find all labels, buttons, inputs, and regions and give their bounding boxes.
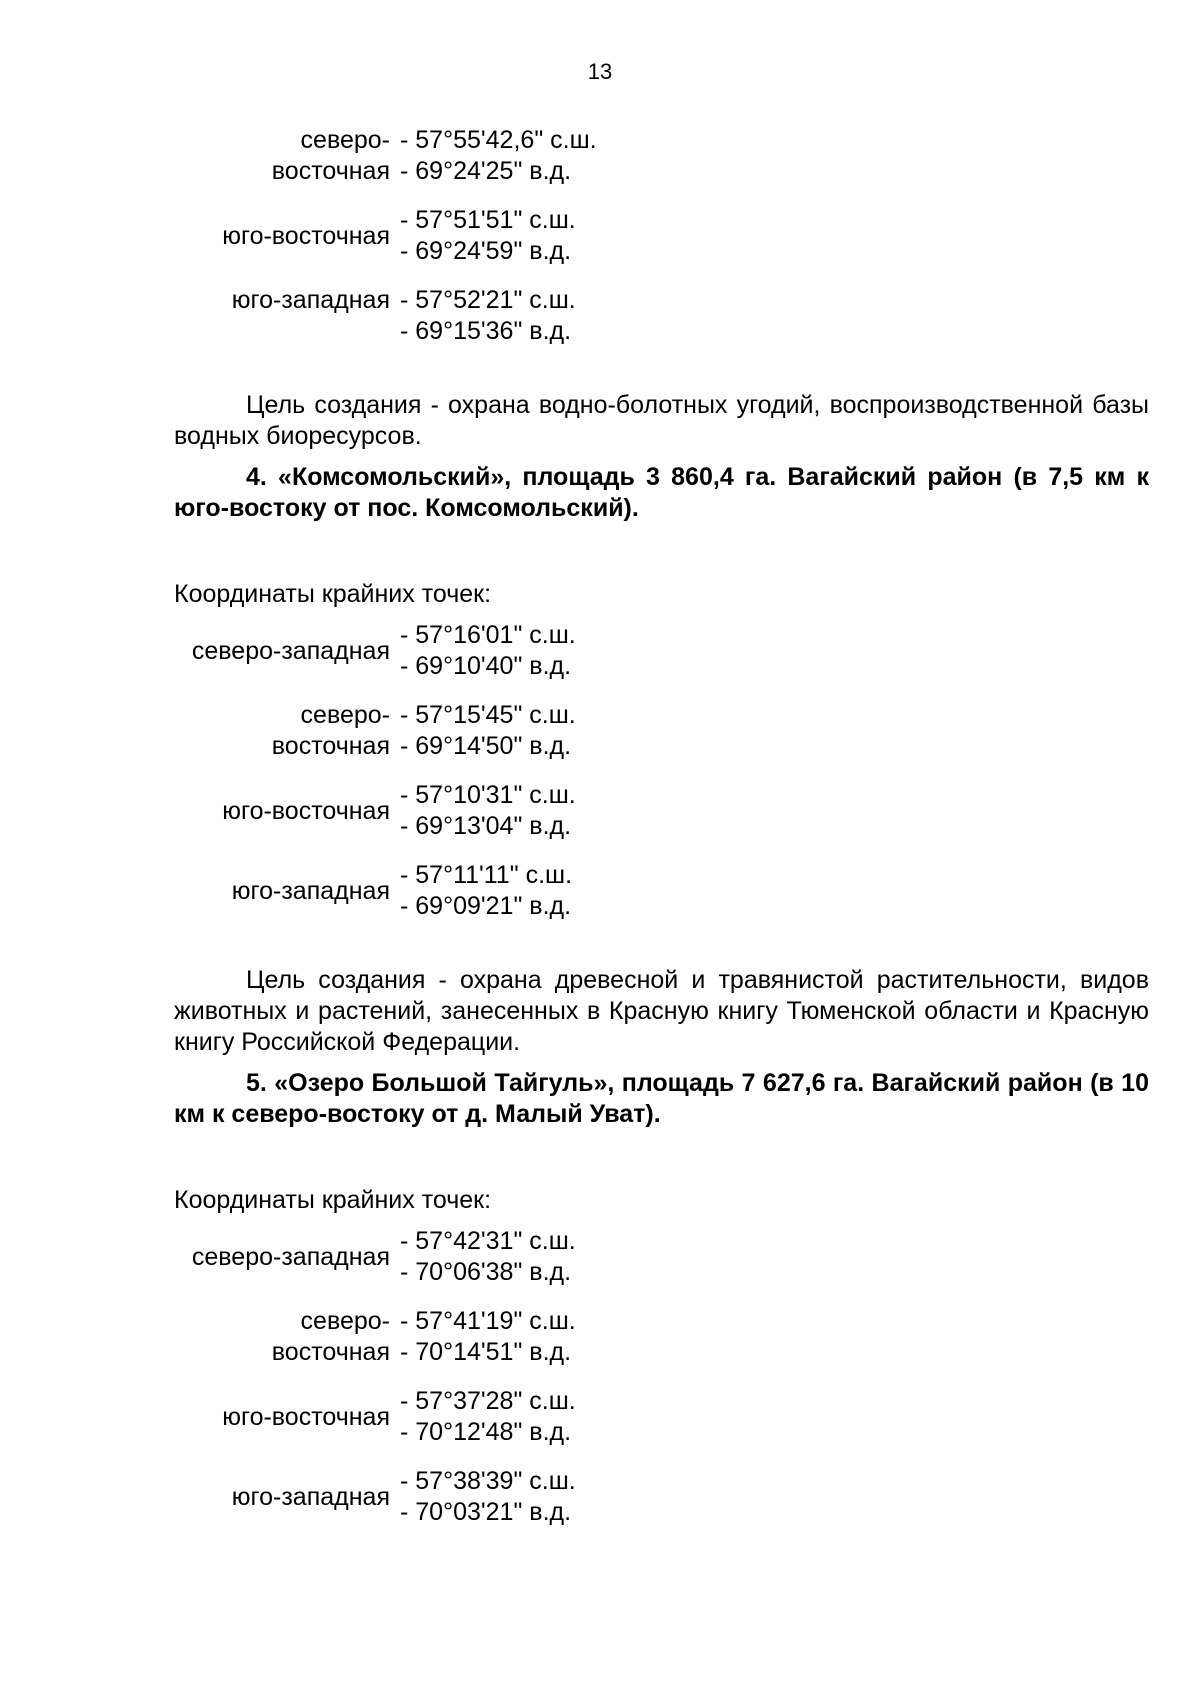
coord-longitude: - 70°06'38" в.д.	[400, 1258, 572, 1286]
coord-latitude: - 57°38'39" с.ш.	[400, 1467, 576, 1495]
continued-coords-list	[174, 125, 1149, 347]
section5-coords-list	[174, 1226, 1149, 1528]
page-number: 13	[587, 59, 613, 84]
coord-longitude: - 70°03'21" в.д.	[400, 1498, 572, 1526]
coord-label: северо- восточная	[271, 126, 390, 185]
document-body	[174, 125, 1149, 1546]
coord-label: северо- восточная	[271, 701, 390, 760]
purpose-paragraph: Цель создания - охрана водно-болотных угодий, воспроизводственной базы водных биоресурсов.	[174, 391, 1149, 450]
coord-longitude: - 69°24'59" в.д.	[400, 237, 572, 265]
section-heading: 4. «Комсомольский», площадь 3 860,4 га. Вагайский район (в 7,5 км к юго-востоку от пос. Комсомольский).	[174, 463, 1149, 522]
coord-group	[174, 780, 1149, 842]
coord-label: северо-западная	[191, 636, 390, 665]
coord-group	[174, 1226, 1149, 1288]
coord-longitude: - 70°14'51" в.д.	[400, 1338, 572, 1366]
coord-longitude: - 69°14'50" в.д.	[400, 732, 572, 760]
coord-label: северо- восточная	[271, 1307, 390, 1366]
coord-label: юго-восточная	[222, 221, 390, 250]
section-heading: 5. «Озеро Большой Тайгуль», площадь 7 627,6 га. Вагайский район (в 10 км к северо-востоку от д. Малый Уват).	[174, 1069, 1149, 1128]
coord-longitude: - 70°12'48" в.д.	[400, 1418, 572, 1446]
coord-label: юго-восточная	[222, 796, 390, 825]
coord-latitude: - 57°41'19" с.ш.	[400, 1307, 576, 1335]
coord-group	[174, 620, 1149, 682]
coord-latitude: - 57°52'21" с.ш.	[400, 286, 576, 314]
coord-label: юго-западная	[231, 876, 390, 905]
coord-latitude: - 57°10'31" с.ш.	[400, 781, 576, 809]
coord-group	[174, 285, 1149, 347]
coord-latitude: - 57°16'01" с.ш.	[400, 621, 576, 649]
coords-title: Координаты крайних точек:	[174, 580, 492, 608]
coord-label: юго-западная	[231, 1482, 390, 1511]
coord-group	[174, 125, 1149, 187]
coord-label: юго-западная	[231, 286, 390, 314]
coord-latitude: - 57°15'45" с.ш.	[400, 701, 576, 729]
coord-latitude: - 57°51'51" с.ш.	[400, 206, 576, 234]
coord-label: северо-западная	[191, 1242, 390, 1271]
coord-group	[174, 700, 1149, 762]
purpose-paragraph: Цель создания - охрана древесной и травянистой растительности, видов животных и растений, занесенных в Красную книгу Тюменской области и Красную книгу Российской Федерации.	[174, 966, 1149, 1056]
coord-group	[174, 1306, 1149, 1368]
coord-latitude: - 57°11'11" с.ш.	[400, 861, 573, 889]
coord-group	[174, 205, 1149, 267]
coord-group	[174, 1386, 1149, 1448]
coord-longitude: - 69°24'25" в.д.	[400, 157, 572, 185]
section4-coords-list	[174, 620, 1149, 922]
coord-latitude: - 57°42'31" с.ш.	[400, 1227, 576, 1255]
coords-title: Координаты крайних точек:	[174, 1186, 492, 1214]
coord-latitude: - 57°37'28" с.ш.	[400, 1387, 576, 1415]
coord-longitude: - 69°15'36" в.д.	[400, 317, 572, 345]
coord-longitude: - 69°09'21" в.д.	[400, 892, 572, 920]
coord-latitude: - 57°55'42,6" с.ш.	[400, 126, 597, 154]
coord-group	[174, 860, 1149, 922]
coord-longitude: - 69°10'40" в.д.	[400, 652, 572, 680]
coord-group	[174, 1466, 1149, 1528]
coord-label: юго-восточная	[222, 1402, 390, 1431]
coord-longitude: - 69°13'04" в.д.	[400, 812, 572, 840]
